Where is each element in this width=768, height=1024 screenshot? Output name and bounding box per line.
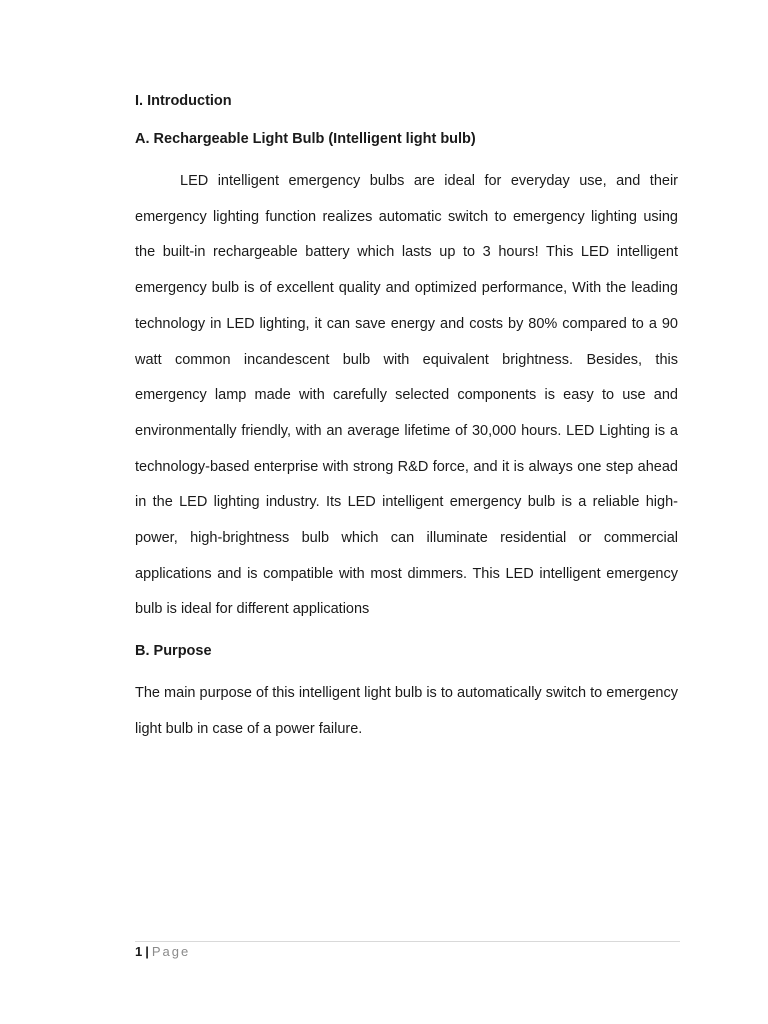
introduction-heading: I. Introduction	[135, 93, 232, 109]
section-a-heading: A. Rechargeable Light Bulb (Intelligent light bulb)	[135, 131, 476, 147]
page-number: 1	[135, 944, 143, 959]
page-footer	[135, 941, 680, 961]
document-body	[135, 88, 678, 748]
section-b-heading: B. Purpose	[135, 643, 212, 660]
section-b-paragraph: The main purpose of this intelligent light bulb is to automatically switch to emergency light bulb in case of a power failure.	[135, 685, 678, 737]
page-label: Page	[151, 944, 191, 959]
section-a-paragraph: LED intelligent emergency bulbs are ideal for everyday use, and their emergency lighting function realizes automatic switch to emergency lighting using the built-in rechargeable battery which lasts up to 3 hours! This LED intelligent emergency bulb is of excellent quality and optimized performance, With the leading technology in LED lighting, it can save energy and costs by 80% compared to a 90 watt common incandescent bulb with equivalent brightness. Besides, this emergency lamp made with carefully selected components is easy to use and environmentally friendly, with an average lifetime of 30,000 hours. LED Lighting is a technology-based enterprise with strong R&D force, and it is always one step ahead in the LED lighting industry. Its LED intelligent emergency bulb is a reliable high-power, high-brightness bulb which can illuminate residential or commercial applications and is compatible with most dimmers. This LED intelligent emergency bulb is ideal for different applications	[135, 173, 678, 618]
page-separator: |	[145, 944, 149, 959]
